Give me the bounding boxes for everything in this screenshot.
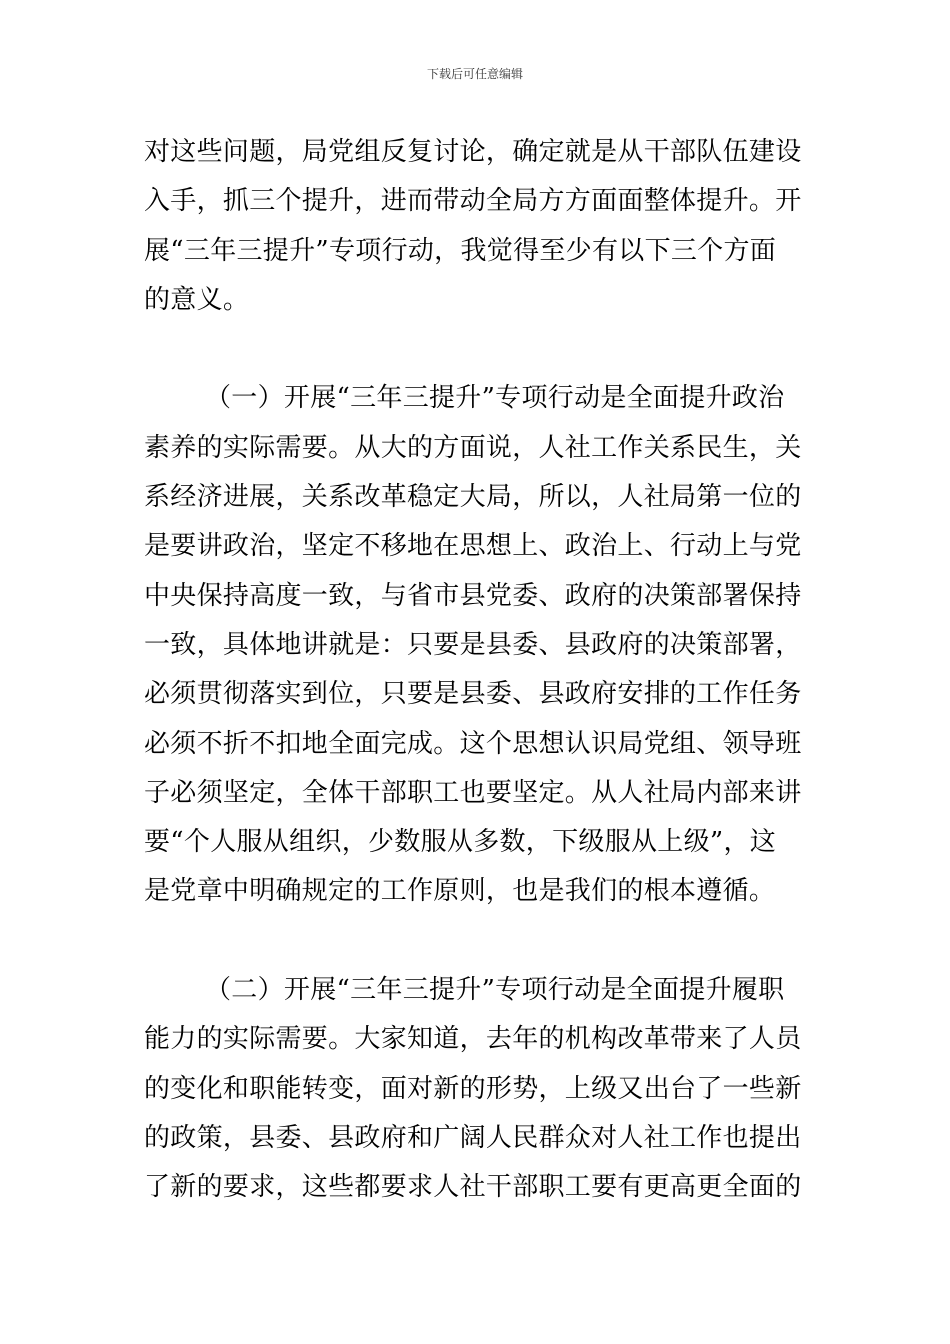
text-line: 要“个人服从组织，少数服从多数，下级服从上级”，这 xyxy=(144,827,777,858)
paragraph-intro xyxy=(144,128,810,325)
paragraph-section-2 xyxy=(144,966,810,1212)
text-line: 素养的实际需要。从大的方面说，人社工作关系民生，关 xyxy=(144,432,802,463)
paragraph-gap xyxy=(144,325,810,374)
paragraph-gap xyxy=(144,917,810,966)
text-line: 系经济进展，关系改革稳定大局，所以，人社局第一位的 xyxy=(144,482,802,513)
text-line: （一）开展“三年三提升”专项行动是全面提升政治 xyxy=(205,383,785,414)
text-line: 一致，具体地讲就是：只要是县委、县政府的决策部署， xyxy=(144,629,802,660)
text-line: 展“三年三提升”专项行动，我觉得至少有以下三个方面 xyxy=(144,235,777,266)
text-line: 是要讲政治，坚定不移地在思想上、政治上、行动上与党 xyxy=(144,531,802,562)
text-line: 入手，抓三个提升，进而带动全局方方面面整体提升。开 xyxy=(144,186,802,217)
text-line: 的意义。 xyxy=(144,284,250,315)
text-line: 的变化和职能转变，面对新的形势，上级又出台了一些新 xyxy=(144,1073,802,1104)
text-line: 是党章中明确规定的工作原则，也是我们的根本遵循。 xyxy=(144,876,776,907)
text-line: 对这些问题，局党组反复讨论，确定就是从干部队伍建设 xyxy=(144,137,802,167)
text-line: 必须贯彻落实到位，只要是县委、县政府安排的工作任务 xyxy=(144,679,802,710)
text-line: 的政策，县委、县政府和广阔人民群众对人社工作也提出 xyxy=(144,1122,802,1153)
text-line: 必须不折不扣地全面完成。这个思想认识局党组、领导班 xyxy=(144,728,802,759)
text-line: 中央保持高度一致，与省市县党委、政府的决策部署保持 xyxy=(144,580,802,611)
text-line: 了新的要求，这些都要求人社干部职工要有更高更全面的 xyxy=(144,1172,802,1203)
text-line: （二）开展“三年三提升”专项行动是全面提升履职 xyxy=(205,975,785,1006)
text-line: 子必须坚定，全体干部职工也要坚定。从人社局内部来讲 xyxy=(144,777,802,808)
text-line: 能力的实际需要。大家知道，去年的机构改革带来了人员 xyxy=(144,1024,802,1055)
document-body xyxy=(144,128,810,1213)
page-header: 下载后可任意编辑 xyxy=(426,67,523,81)
paragraph-section-1 xyxy=(144,374,810,916)
